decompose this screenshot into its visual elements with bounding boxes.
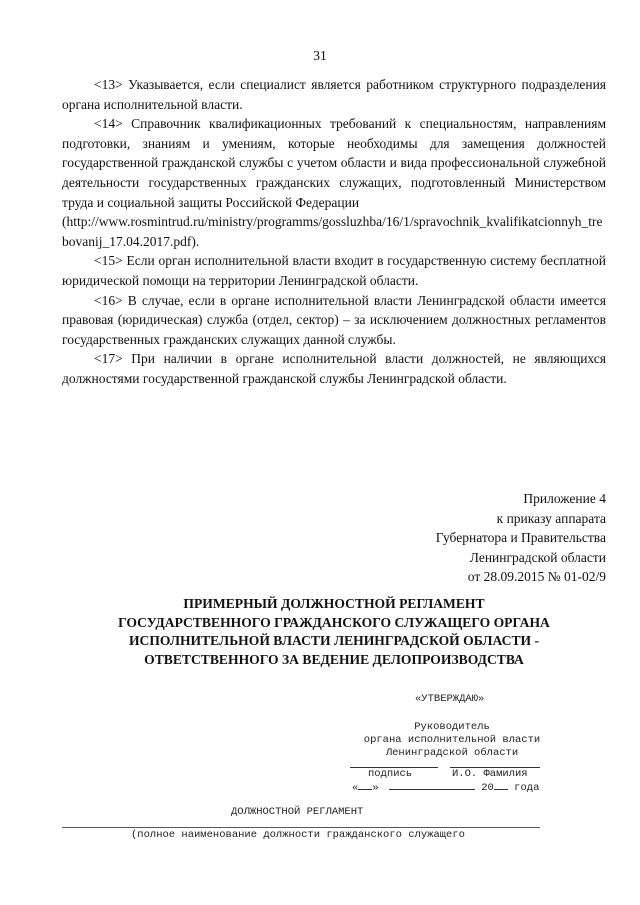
title-line: ПРИМЕРНЫЙ ДОЛЖНОСТНОЙ РЕГЛАМЕНТ	[183, 596, 485, 611]
footnote-13: <13> Указывается, если специалист является работником структурного подразделения органа исполнительной власти.	[62, 77, 606, 112]
title-line: ОТВЕТСТВЕННОГО ЗА ВЕДЕНИЕ ДЕЛОПРОИЗВОДСТВА	[144, 651, 524, 667]
approver-title-line: Ленинградской области	[385, 747, 519, 759]
year-blank	[494, 789, 508, 790]
approver-title-line: Руководитель	[414, 721, 490, 733]
approver-title-line: органа исполнительной власти	[363, 734, 541, 746]
appendix-line: Ленинградской области	[469, 549, 606, 565]
year-suffix: года	[514, 782, 540, 794]
position-name-line	[62, 827, 540, 828]
appendix-line: Приложение 4	[523, 491, 606, 506]
footnote-14-url: (http://www.rosmintrud.ru/ministry/programms/gossluzhba/16/1/spravochnik_kvalifikatcionnyh_trebovanij_17.04.2017.pdf).	[62, 214, 603, 249]
appendix-line: Губернатора и Правительства	[435, 530, 606, 546]
footnote-17: <17> При наличии в органе исполнительной власти должностей, не являющихся должностями государственной гражданской службы Ленинградской области.	[62, 351, 606, 386]
title-line: ИСПОЛНИТЕЛЬНОЙ ВЛАСТИ ЛЕНИНГРАДСКОЙ ОБЛАСТИ -	[128, 633, 540, 649]
regulation-label: ДОЛЖНОСТНОЙ РЕГЛАМЕНТ	[231, 806, 364, 818]
footnote-16: <16> В случае, если в органе исполнительной власти Ленинградской области имеется правовая (юридическая) служба (отдел, сектор) – за исключением должностных регламентов государственных гражданских служащих данной службы.	[62, 292, 606, 347]
date-close-quote: »	[372, 782, 379, 794]
date-open-quote: «	[352, 782, 359, 794]
signature-caption: подпись	[368, 768, 413, 780]
title-line: ГОСУДАРСТВЕННОГО ГРАЖДАНСКОГО СЛУЖАЩЕГО ОРГАНА	[118, 614, 550, 630]
page-number: 31	[313, 48, 327, 63]
day-blank	[358, 789, 372, 790]
appendix-line: к приказу аппарата	[496, 510, 606, 526]
appendix-header	[330, 489, 606, 587]
month-blank	[389, 789, 475, 790]
name-caption: И.О. Фамилия	[452, 768, 528, 780]
approved-label: «УТВЕРЖДАЮ»	[415, 693, 485, 705]
position-name-caption: (полное наименование должности гражданского служащего	[131, 829, 465, 841]
appendix-line: от 28.09.2015 № 01-02/9	[467, 569, 606, 585]
date-row	[352, 782, 539, 794]
footnotes-block	[62, 75, 606, 389]
document-title	[62, 595, 606, 669]
year-prefix: 20	[481, 782, 494, 794]
footnote-15: <15> Если орган исполнительной власти входит в государственную систему бесплатной юридической помощи на территории Ленинградской области.	[62, 253, 606, 288]
footnote-14: <14> Справочник квалификационных требований к специальностям, направлениям подготовки, знаниям и умениям, которые необходимы для замещения должностей государственной гражданской службы с учетом области и вида профессиональной служебной деятельности государственных гражданских служащих, подготовленный Министерством труда и социальной защиты Российской Федерации	[62, 116, 606, 210]
